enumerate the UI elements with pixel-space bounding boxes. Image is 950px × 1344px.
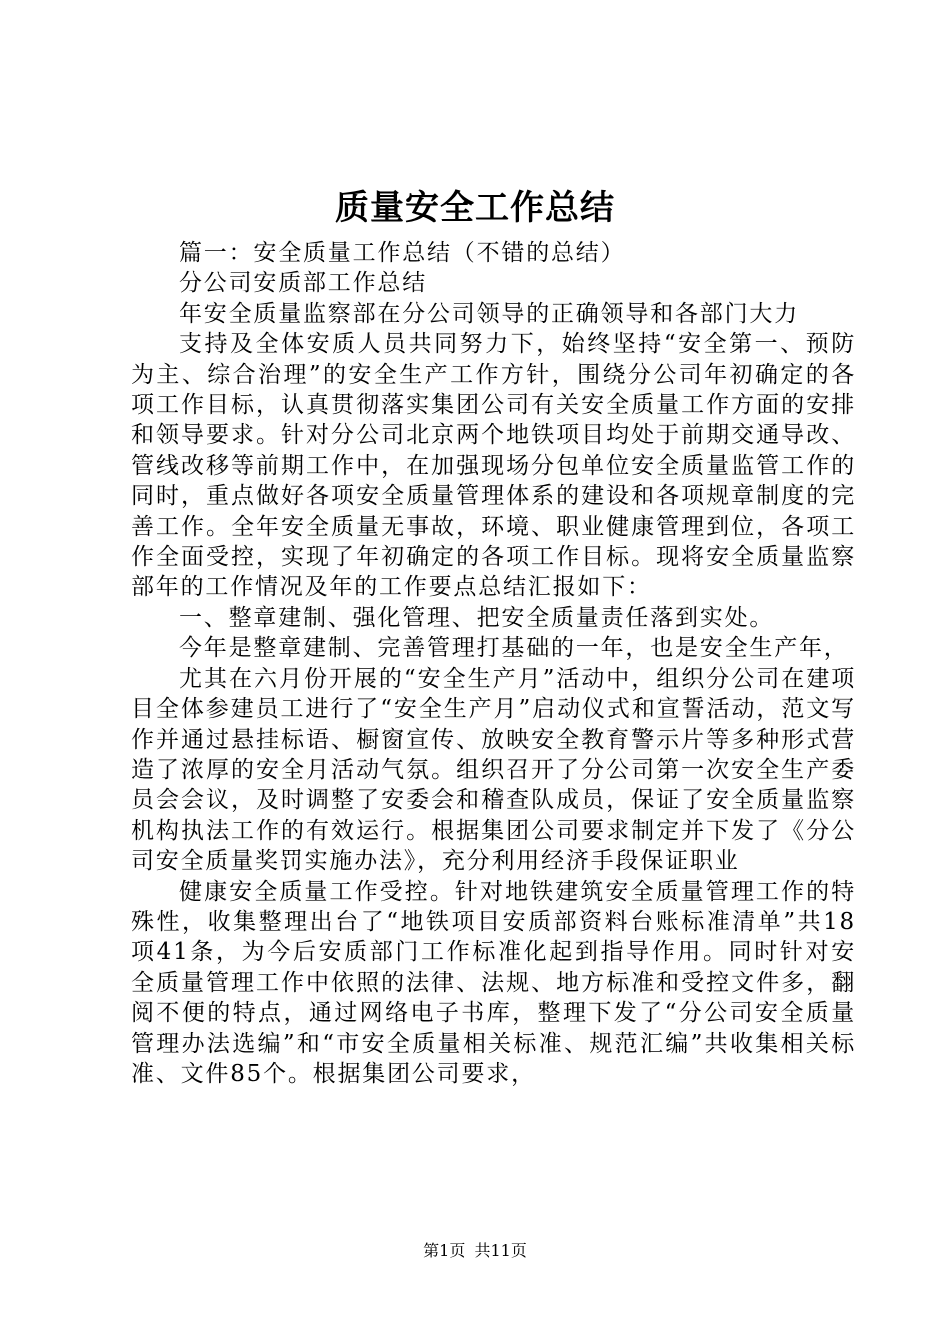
paragraph-summary: 支持及全体安质人员共同努力下，始终坚持“安全第一、预防为主、综合治理”的安全生产工作方针，围绕分公司年初确定的各项工作目标，认真贯彻落实集团公司有关安全质量工作方面的安排和领导要求。针对分公司北京两个地铁项目均处于前期交通导改、管线改移等前期工作中，在加强现场分包单位安全质量监管工作的同时，重点做好各项安全质量管理体系的建设和各项规章制度的完善工作。全年安全质量无事故，环境、职业健康管理到位，各项工作全面受控，实现了年初确定的各项工作目标。现将安全质量监察部年的工作情况及年的工作要点总结汇报如下： [131,331,856,601]
paragraph-year-note: 今年是整章建制、完善管理打基础的一年，也是安全生产年， [179,635,849,662]
paragraph-section-heading: 一、整章建制、强化管理、把安全质量责任落到实处。 [179,604,775,631]
paragraph-safety-month: 尤其在六月份开展的“安全生产月”活动中，组织分公司在建项目全体参建员工进行了“安全生产月”启动仪式和宣誓活动，范文写作并通过悬挂标语、橱窗宣传、放映安全教育警示片等多种形式营造了浓厚的安全月活动气氛。组织召开了分公司第一次安全生产委员会会议，及时调整了安委会和稽查队成员，保证了安全质量监察机构执法工作的有效运行。根据集团公司要求制定并下发了《分公司安全质量奖罚实施办法》，充分利用经济手段保证职业 [131,665,856,875]
document-body [131,238,856,1089]
document-title: 质量安全工作总结 [335,188,615,228]
paragraph-intro: 年安全质量监察部在分公司领导的正确领导和各部门大力 [179,300,799,327]
page-number: 第1页 [423,1241,466,1260]
page-footer [0,1240,950,1262]
paragraph-quality-control: 健康安全质量工作受控。针对地铁建筑安全质量管理工作的特殊性，收集整理出台了“地铁项目安质部资料台账标准清单”共18项41条，为今后安质部门工作标准化起到指导作用。同时针对安全质量管理工作中依照的法律、法规、地方标准和受控文件多，翻阅不便的特点，通过网络电子书库，整理下发了“分公司安全质量管理办法选编”和“市安全质量相关标准、规范汇编”共收集相关标准、文件85个。根据集团公司要求， [131,878,856,1087]
paragraph-subtitle: 分公司安质部工作总结 [179,270,427,297]
page-total: 共11页 [474,1241,527,1260]
paragraph-heading-1: 篇一：安全质量工作总结（不错的总结） [179,240,626,266]
